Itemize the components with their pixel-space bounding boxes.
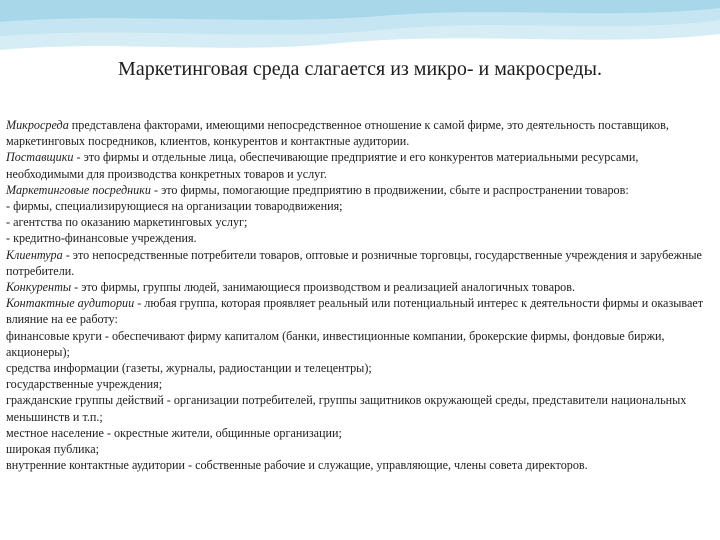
list-item: внутренние контактные аудитории - собственные рабочие и служащие, управляющие, члены совета директоров. <box>6 458 588 473</box>
micro-desc: представлена факторами, имеющими непосредственное отношение к самой фирме, это деятельность поставщиков, маркетинговых посредников, клиентов, конкурентов и контактные аудитории. <box>6 118 669 149</box>
list-item: - кредитно-финансовые учреждения. <box>6 231 197 246</box>
list-item: широкая публика; <box>6 442 100 457</box>
list-item: средства информации (газеты, журналы, радиостанции и телецентры); <box>6 361 372 376</box>
list-item: - фирмы, специализирующиеся на организации товародвижения; <box>6 199 343 214</box>
suppliers-term: Поставщики <box>6 150 74 165</box>
audiences-term: Контактные аудитории <box>6 296 135 311</box>
list-item: финансовые круги - обеспечивают фирму капиталом (банки, инвестиционные компании, брокерские фирмы, фондовые биржи, акционеры); <box>6 328 665 359</box>
list-item: - агентства по оказанию маркетинговых услуг; <box>6 215 248 230</box>
suppliers-desc: - это фирмы и отдельные лица, обеспечивающие предприятие и его конкурентов материальными ресурсами, необходимыми для производства конкретных товаров и услуг. <box>6 150 639 181</box>
micro-term: Микросреда <box>6 118 69 132</box>
intermediaries-term: Маркетинговые посредники <box>6 182 151 197</box>
clients-desc: - это непосредственные потребители товаров, оптовые и розничные торговцы, государственные учреждения и зарубежные потребители. <box>6 247 702 278</box>
list-item: государственные учреждения; <box>6 377 163 392</box>
micro-paragraph <box>6 117 714 149</box>
audiences-paragraph <box>6 295 714 327</box>
list-item: местное население - окрестные жители, общинные организации; <box>6 425 342 440</box>
competitors-paragraph <box>6 279 714 295</box>
intermediaries-desc: - это фирмы, помогающие предприятию в продвижении, сбыте и распространении товаров: <box>150 182 629 197</box>
competitors-desc: - это фирмы, группы людей, занимающиеся производством и реализацией аналогичных товаров. <box>71 280 575 295</box>
suppliers-paragraph <box>6 149 714 181</box>
intermediaries-paragraph <box>6 182 714 198</box>
clients-term: Клиентура <box>6 247 63 262</box>
list-item: гражданские группы действий - организации потребителей, группы защитников окружающей среды, представители национальных меньшинств и т.п.; <box>6 393 687 424</box>
slide-title: Маркетинговая среда слагается из микро- и макросреды. <box>118 58 602 80</box>
audiences-desc: - любая группа, которая проявляет реальный или потенциальный интерес к деятельности фирмы и оказывает влияние на ее работу: <box>6 296 704 327</box>
slide-body <box>6 117 714 473</box>
competitors-term: Конкуренты <box>6 280 72 295</box>
clients-paragraph <box>6 247 714 279</box>
